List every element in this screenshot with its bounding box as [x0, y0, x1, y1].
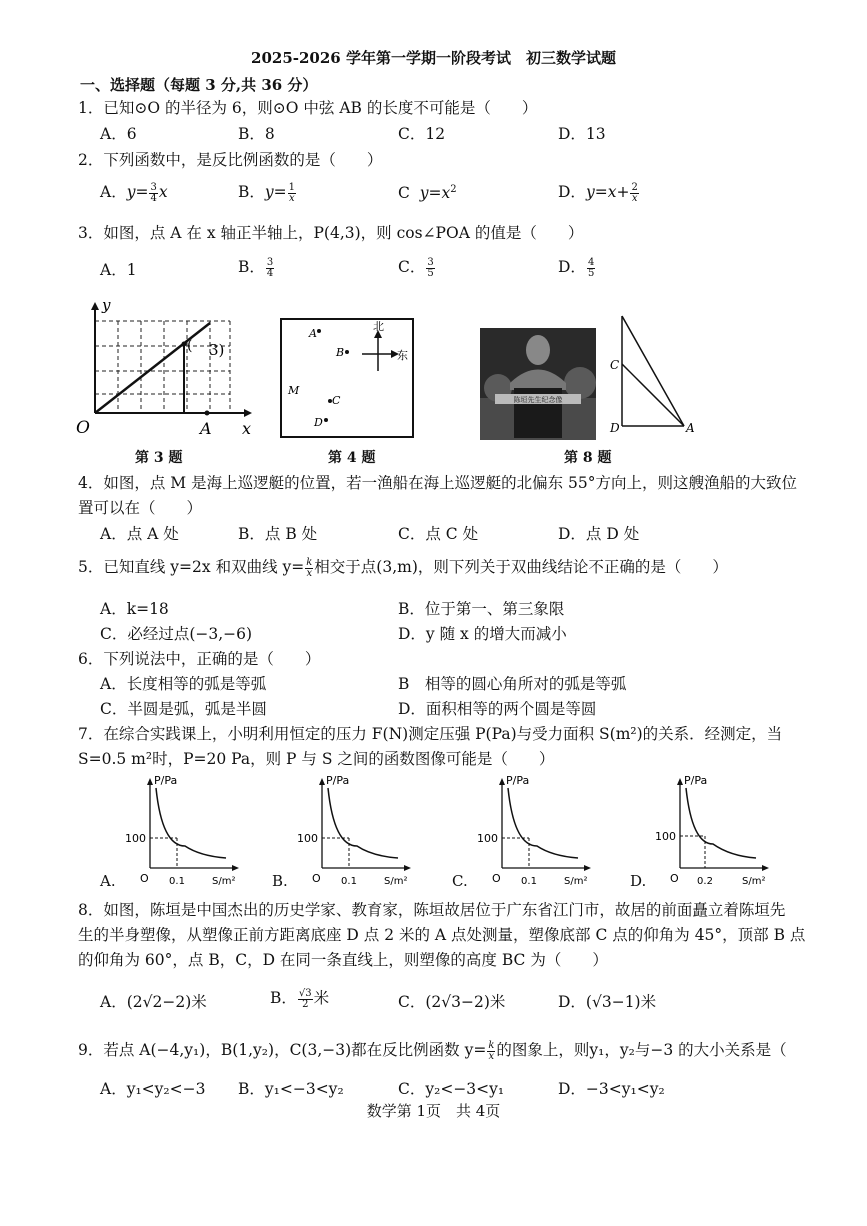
- origin-label: O: [312, 872, 321, 885]
- page-footer: 数学第 1页 共 4页: [366, 1102, 501, 1120]
- y-axis-label: P/Pa: [684, 774, 708, 787]
- q9-option-d[interactable]: D．−3<y₁<y₂: [558, 1080, 665, 1098]
- x-value-label: 0.2: [697, 876, 713, 887]
- fig4-east-label: 东: [397, 349, 408, 362]
- q2-option-d[interactable]: D．y=x+ $\frac{2}{x}$: [558, 181, 638, 204]
- q8-option-b[interactable]: B． $\frac{√3}{2}$ 米: [270, 987, 330, 1010]
- q6-option-a[interactable]: A．长度相等的弧是等弧: [100, 675, 267, 693]
- q6-option-b[interactable]: B 相等的圆心角所对的弧是等弧: [398, 675, 627, 693]
- fig4-point-c: C: [332, 394, 341, 407]
- y-axis-arrow: [319, 778, 325, 785]
- q9-option-c[interactable]: C．y₂<−3<y₁: [398, 1080, 505, 1098]
- x-axis-label: S/m²: [564, 876, 588, 887]
- fig4-point-a: A: [309, 327, 317, 340]
- x-value-label: 0.1: [341, 876, 357, 887]
- q3-d-prefix: D．: [558, 258, 586, 276]
- q2-b-prefix: B．: [238, 183, 265, 201]
- q4-option-a[interactable]: A．点 A 处: [100, 525, 179, 543]
- q1-option-d[interactable]: D．13: [558, 125, 606, 143]
- fig4-point-m: M: [288, 384, 300, 397]
- section-heading: 一、选择题（每题 3 分,共 36 分）: [80, 76, 318, 94]
- q2-a-prefix: A．: [100, 183, 127, 201]
- fig3-origin-label: O: [76, 418, 90, 438]
- q7-graph-label: C.: [452, 872, 468, 890]
- hyperbola-curve: [328, 788, 398, 858]
- y-value-label: 100: [297, 832, 318, 845]
- q3-option-d[interactable]: D． $\frac{4}{5}$: [558, 256, 595, 279]
- x-axis-arrow: [232, 865, 239, 871]
- fig3-caption: 第 3 题: [135, 450, 183, 466]
- q7-graph-option-c[interactable]: [452, 772, 602, 894]
- x-axis-label: S/m²: [212, 876, 236, 887]
- q4-option-c[interactable]: C．点 C 处: [398, 525, 479, 543]
- q3-option-c[interactable]: C． $\frac{3}{5}$: [398, 256, 434, 279]
- fig3-y-label: y: [102, 296, 111, 314]
- figure-4: [278, 316, 416, 440]
- origin-label: O: [670, 872, 679, 885]
- y-axis-label: P/Pa: [326, 774, 350, 787]
- q9-option-b[interactable]: B．y₁<−3<y₂: [238, 1080, 344, 1098]
- fig8-point-c: C: [610, 358, 620, 372]
- q1-option-c[interactable]: C．12: [398, 125, 446, 143]
- q2-option-c[interactable]: C $y=x^2$: [398, 184, 457, 203]
- x-axis-label: S/m²: [384, 876, 408, 887]
- q8-stem-line2: 生的半身塑像，从塑像正前方距离底座 D 点 2 米的 A 点处测量，塑像底部 C 点的仰角为 45°，顶部 B 点: [78, 926, 806, 944]
- q4-stem-line1: 4．如图，点 M 是海上巡逻艇的位置，若一渔船在海上巡逻艇的北偏东 55°方向上，则这艘渔船的大致位: [78, 474, 797, 492]
- q1-stem: 1．已知⊙O 的半径为 6，则⊙O 中弦 AB 的长度不可能是（ ）: [78, 99, 538, 117]
- fig3-x-label: x: [242, 419, 252, 438]
- fig8-point-d: D: [610, 421, 620, 435]
- hyperbola-curve: [686, 788, 756, 858]
- q7-stem-line1: 7．在综合实践课上，小明利用恒定的压力 F(N)测定压强 P(Pa)与受力面积 S(m²)的关系．经测定，当: [78, 725, 783, 743]
- y-value-label: 100: [125, 832, 146, 845]
- q4-option-b[interactable]: B．点 B 处: [238, 525, 318, 543]
- x-value-label: 0.1: [521, 876, 537, 887]
- q2-c-prefix: C: [398, 184, 410, 203]
- q3-option-a[interactable]: A．1: [100, 261, 137, 279]
- x-value-label: 0.1: [169, 876, 185, 887]
- fig4-point-d: D: [314, 416, 323, 429]
- fig3-p-coord: 3): [209, 341, 225, 359]
- q8-option-d[interactable]: D．(√3−1)米: [558, 993, 657, 1011]
- x-axis-arrow: [762, 865, 769, 871]
- q5-option-b[interactable]: B．位于第一、第三象限: [398, 600, 565, 618]
- fig4-north-label: 北: [373, 320, 384, 333]
- statue-plaque-text: 陈垣先生纪念像: [513, 396, 563, 404]
- q5-stem-pre: 5．已知直线 y=2x 和双曲线 y=: [78, 558, 305, 576]
- y-axis-arrow: [677, 778, 683, 785]
- x-axis-arrow: [404, 865, 411, 871]
- q9-stem-post: 的图象上，则y₁，y₂与−3 的大小关系是（: [496, 1041, 787, 1059]
- y-axis-label: P/Pa: [506, 774, 530, 787]
- q1-option-b[interactable]: B．8: [238, 125, 275, 143]
- q8-option-c[interactable]: C．(2√3−2)米: [398, 993, 506, 1011]
- q9-stem-pre: 9．若点 A(−4,y₁)，B(1,y₂)，C(3,−3)都在反比例函数 y=: [78, 1041, 487, 1059]
- figure-3: [70, 296, 260, 446]
- q7-graph-option-a[interactable]: [100, 772, 250, 894]
- figure-8-diagram: [604, 312, 704, 440]
- q2-stem: 2．下列函数中，是反比例函数的是（ ）: [78, 151, 383, 169]
- q7-graph-option-d[interactable]: [630, 772, 780, 894]
- q3-option-b[interactable]: B． $\frac{3}{4}$: [238, 256, 274, 279]
- q5-option-d[interactable]: D．y 随 x 的增大而减小: [398, 625, 567, 643]
- y-axis-arrow: [147, 778, 153, 785]
- fig8-caption: 第 8 题: [564, 450, 612, 466]
- q6-option-c[interactable]: C．半圆是弧，弧是半圆: [100, 700, 267, 718]
- q3-stem: 3．如图，点 A 在 x 轴正半轴上，P(4,3)，则 cos∠POA 的值是（ ）: [78, 224, 584, 242]
- q4-stem-line2: 置可以在（ ）: [78, 499, 203, 517]
- q8-stem-line3: 的仰角为 60°，点 B，C，D 在同一条直线上，则塑像的高度 BC 为（ ）: [78, 951, 608, 969]
- fig4-point-b: B: [336, 346, 345, 359]
- y-value-label: 100: [655, 830, 676, 843]
- q1-option-a[interactable]: A．6: [100, 125, 137, 143]
- q3-b-prefix: B．: [238, 258, 265, 276]
- q9-option-a[interactable]: A．y₁<y₂<−3: [100, 1080, 206, 1098]
- q7-graph-label: D.: [630, 872, 647, 890]
- page-title: 2025-2026 学年第一学期一阶段考试 初三数学试题: [251, 49, 616, 67]
- origin-label: O: [140, 872, 149, 885]
- q7-stem-line2: S=0.5 m²时，P=20 Pa，则 P 与 S 之间的函数图像可能是（ ）: [78, 750, 555, 768]
- statue-photo: [480, 328, 596, 440]
- q5-stem-post: 相交于点(3,m)，则下列关于双曲线结论不正确的是（ ）: [314, 558, 728, 576]
- q9-stem: 9．若点 A(−4,y₁)，B(1,y₂)，C(3,−3)都在反比例函数 y= $\frac{k}{x}$ 的图象上，则y₁，y₂与−3 的大小关系是（: [78, 1039, 787, 1062]
- q8-option-a[interactable]: A．(2√2−2)米: [100, 993, 207, 1011]
- fig8-point-a: A: [686, 421, 695, 435]
- y-axis-label: P/Pa: [154, 774, 178, 787]
- x-axis-arrow: [584, 865, 591, 871]
- q5-option-a[interactable]: A．k=18: [100, 600, 169, 618]
- q8-b-prefix: B．: [270, 989, 297, 1007]
- q7-graph-option-b[interactable]: [272, 772, 422, 894]
- fig4-caption: 第 4 题: [328, 450, 376, 466]
- q7-graph-label: B.: [272, 872, 288, 890]
- origin-label: O: [492, 872, 501, 885]
- q4-option-d[interactable]: D．点 D 处: [558, 525, 640, 543]
- q6-option-d[interactable]: D．面积相等的两个圆是等圆: [398, 700, 597, 718]
- q5-stem: 5．已知直线 y=2x 和双曲线 y= $\frac{k}{x}$ 相交于点(3,m)，则下列关于双曲线结论不正确的是（ ）: [78, 556, 728, 579]
- q6-stem: 6．下列说法中，正确的是（ ）: [78, 650, 321, 668]
- q2-option-a[interactable]: A．y= $\frac{3}{4}$ x: [100, 181, 168, 204]
- x-axis-label: S/m²: [742, 876, 766, 887]
- y-value-label: 100: [477, 832, 498, 845]
- fig3-p-label: (: [187, 338, 193, 354]
- q2-d-prefix: D．: [558, 183, 586, 201]
- q8-stem-line1: 8．如图，陈垣是中国杰出的历史学家、教育家，陈垣故居位于广东省江门市，故居的前面矗立着陈垣先: [78, 901, 786, 919]
- q2-option-b[interactable]: B．y= $\frac{1}{x}$: [238, 181, 296, 204]
- q5-option-c[interactable]: C．必经过点(−3,−6): [100, 625, 253, 643]
- hyperbola-curve: [156, 788, 226, 858]
- hyperbola-curve: [508, 788, 578, 858]
- q7-graph-label: A.: [100, 872, 116, 890]
- y-axis-arrow: [499, 778, 505, 785]
- q3-c-prefix: C．: [398, 258, 426, 276]
- fig3-a-label: A: [200, 419, 212, 438]
